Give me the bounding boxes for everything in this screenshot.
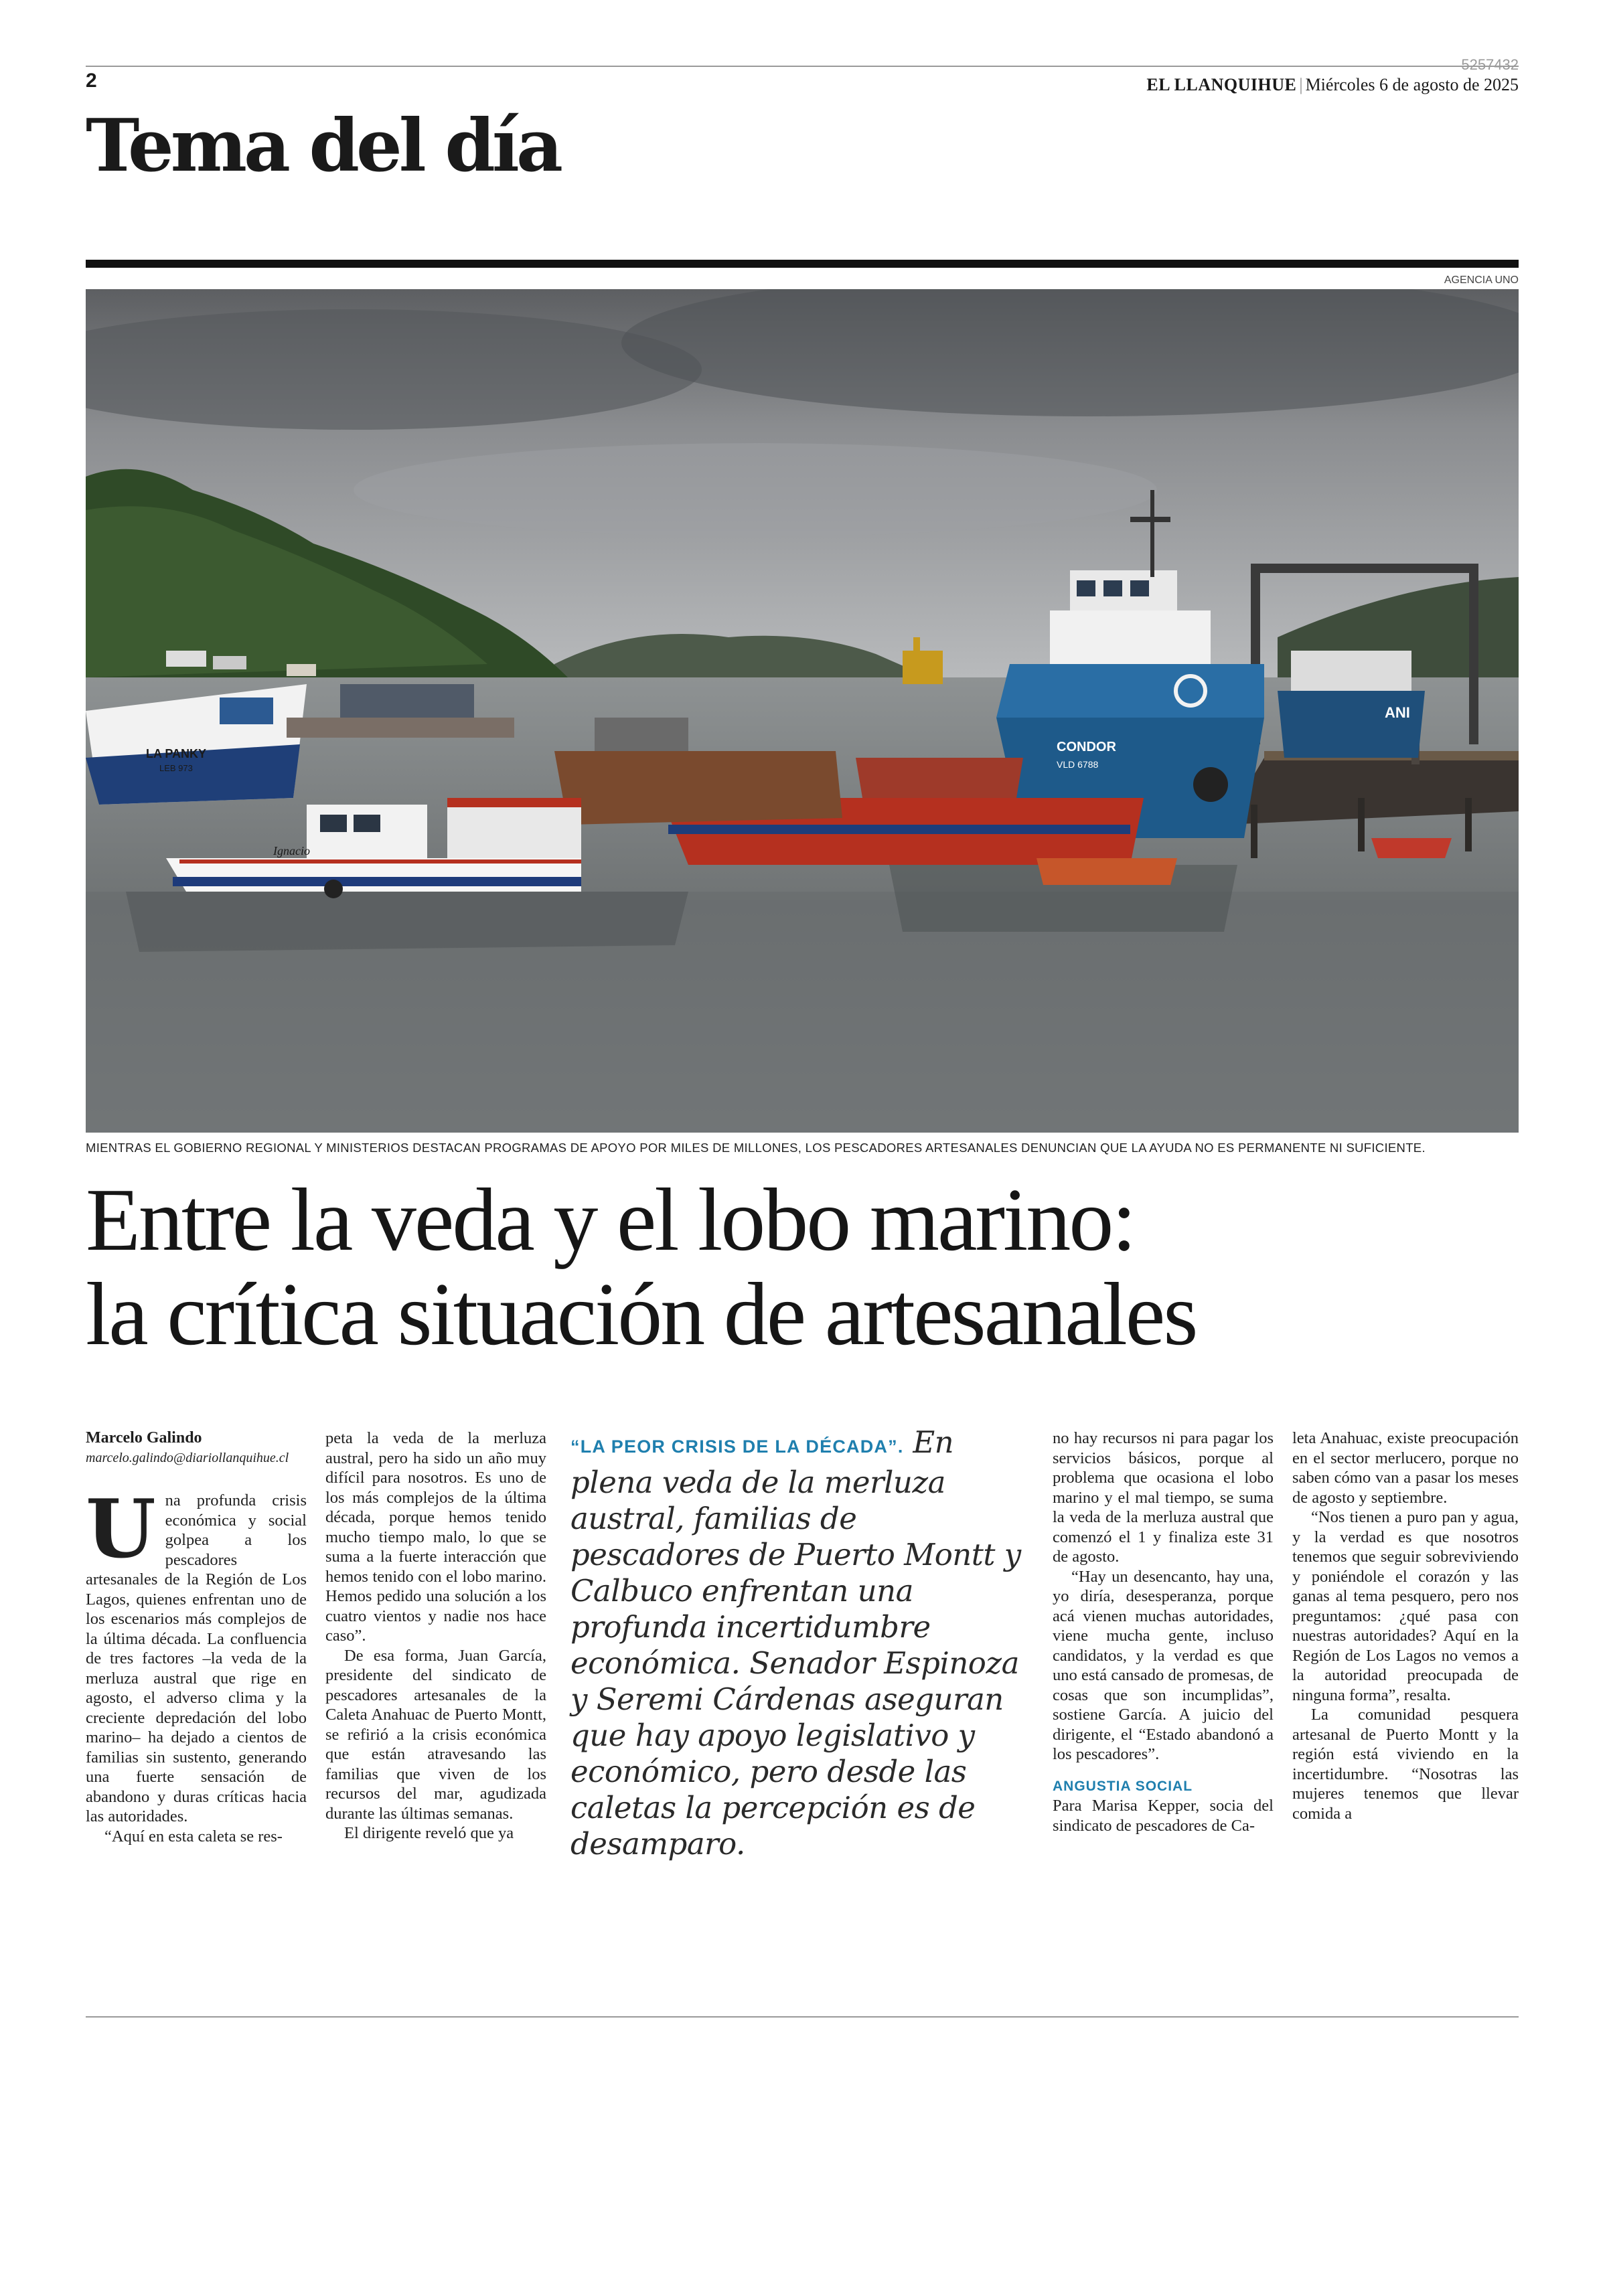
- ani-boat: [1278, 651, 1425, 758]
- subhead-angustia-social: ANGUSTIA SOCIAL: [1053, 1778, 1193, 1794]
- gantry: [1251, 564, 1478, 573]
- col5-paragraph-1: leta Anahuac, existe preocupación en el sector merlucero, porque no saben cómo van a pasar los meses de agosto y septiembre.: [1292, 1429, 1519, 1507]
- boat-name-ani: ANI: [1385, 704, 1410, 721]
- masthead-separator: |: [1299, 75, 1303, 94]
- masthead: [1146, 75, 1519, 95]
- lead-text: En plena veda de la merluza austral, familias de pescadores de Puerto Montt y Calbuco enfrentan una profunda incertidumbre económica. Senador Espinoza y Seremi Cárdenas aseguran que hay apoyo legislativo y económico, pero desde las caletas la percepción es de desamparo.: [570, 1424, 1021, 1862]
- col4-paragraph-3: Para Marisa Kepper, socia del sindicato de pescadores de Ca-: [1053, 1797, 1274, 1835]
- col5-paragraph-3: La comunidad pesquera artesanal de Puerto Montt y la región está viviendo en la incertidumbre. “Nosotras las mujeres tenemos que llevar comida a: [1292, 1706, 1519, 1823]
- col2-paragraph-1: peta la veda de la merluza austral, pero ha sido un año muy difícil para nosotros. Es uno de los más complejos de la última década, porque hemos tenido mucho tiempo malo, lo que se suma a la fuerte interacción que hemos tenido con el lobo marino. Hemos pedido una solución a los cuatro vientos y nadie nos hace caso”.: [325, 1429, 546, 1645]
- page-code: 5257432: [1461, 56, 1519, 73]
- col2-paragraph-3: El dirigente reveló que ya: [344, 1824, 514, 1842]
- col2-paragraph-2: De esa forma, Juan García, presidente del sindicato de pescadores artesanales de la Caleta Anahuac de Puerto Montt, se refirió a la crisis económica que están atravesando las familias que viven de los recursos del mar, agudizada durante las últimas semanas.: [325, 1646, 546, 1823]
- col4-paragraph-1: no hay recursos ni para pagar los servicios básicos, porque al problema que ocasiona el lobo marino y el mal tiempo, se suma la veda de la merluza austral que comenzó el 1 y finaliza este 31 de agosto.: [1053, 1429, 1274, 1566]
- boat-reg-la-panky: LEB 973: [159, 763, 193, 773]
- author-name: Marcelo Galindo: [86, 1429, 202, 1447]
- author-email: marcelo.galindo@diariollanquihue.cl: [86, 1450, 289, 1465]
- issue-date: Miércoles 6 de agosto de 2025: [1305, 75, 1519, 94]
- small-orange-boat: [1037, 858, 1177, 885]
- red-dinghy: [1371, 838, 1452, 858]
- bottom-rule: [86, 2016, 1519, 2018]
- boat-name-condor: CONDOR: [1057, 740, 1116, 754]
- col1-paragraph-2: “Aquí en esta caleta se res-: [104, 1827, 283, 1846]
- section-rule: [86, 260, 1519, 268]
- headline: [86, 1170, 1532, 1364]
- boat-reg-condor: VLD 6788: [1057, 759, 1099, 770]
- boat-reflections: [126, 892, 688, 952]
- drop-cap: U: [86, 1482, 156, 1576]
- headline-line-1: Entre la veda y el lobo marino:: [86, 1170, 1135, 1269]
- col4-paragraph-2: “Hay un desencanto, hay una, yo diría, desesperanza, porque acá vienen muchas autoridades, viene mucha gente, incluso candidatos, y la verdad es que uno está cansado de promesas, de cosas que son incumplidas”, sostiene García. A juicio del dirigente, el “Estado abandonó a los pescadores”.: [1053, 1567, 1274, 1763]
- boat-name-ignacio: Ignacio: [273, 844, 310, 857]
- page-number: 2: [86, 70, 97, 92]
- headline-line-2: la crítica situación de artesanales: [86, 1264, 1197, 1364]
- photo-caption: MIENTRAS EL GOBIERNO REGIONAL Y MINISTERIOS DESTACAN PROGRAMAS DE APOYO POR MILES DE MILLONES, LOS PESCADORES ARTESANALES DENUNCIAN QUE LA AYUDA NO ES PERMANENTE NI SUFICIENTE.: [86, 1141, 1426, 1155]
- boat-name-la-panky: LA PANKY: [146, 747, 206, 760]
- photo-credit: AGENCIA UNO: [1444, 274, 1519, 286]
- col5-paragraph-2: “Nos tienen a puro pan y agua, y la verdad es que nosotros tenemos que seguir sobreviviendo y poniéndole el corazón y las ganas al tema pesquero, pero nos preguntamos: ¿qué pasa con nuestras autoridades? Aquí en la Región de Los Lagos no vemos a la autoridad preocupada de ninguna forma”, resalta.: [1292, 1508, 1519, 1704]
- publication-name: EL LLANQUIHUE: [1146, 75, 1297, 94]
- article-column-4: [1053, 1428, 1274, 1835]
- lead-paragraph: [570, 1424, 1032, 1862]
- article-column-5: [1292, 1428, 1519, 1823]
- article-column-1: [86, 1428, 307, 1846]
- col1-paragraph-1: na profunda crisis económica y social golpea a los pescadores artesanales de la Región de Los Lagos, quienes enfrentan uno de los escenarios más complejos de la última década. La confluencia de tres factores –la veda de la merluza austral que rige en agosto, el adverso clima y la creciente depredación del lobo marino– ha dejado a cientos de familias sin sustento, generando una fuerte sensación de abandono y duras críticas hacia las autoridades.: [86, 1491, 307, 1825]
- top-rule: [86, 66, 1519, 67]
- section-title: Tema del día: [86, 104, 560, 188]
- lead-kicker: “LA PEOR CRISIS DE LA DÉCADA”.: [570, 1437, 904, 1457]
- article-column-2: [325, 1428, 546, 1843]
- harbor-photo: [86, 289, 1519, 1133]
